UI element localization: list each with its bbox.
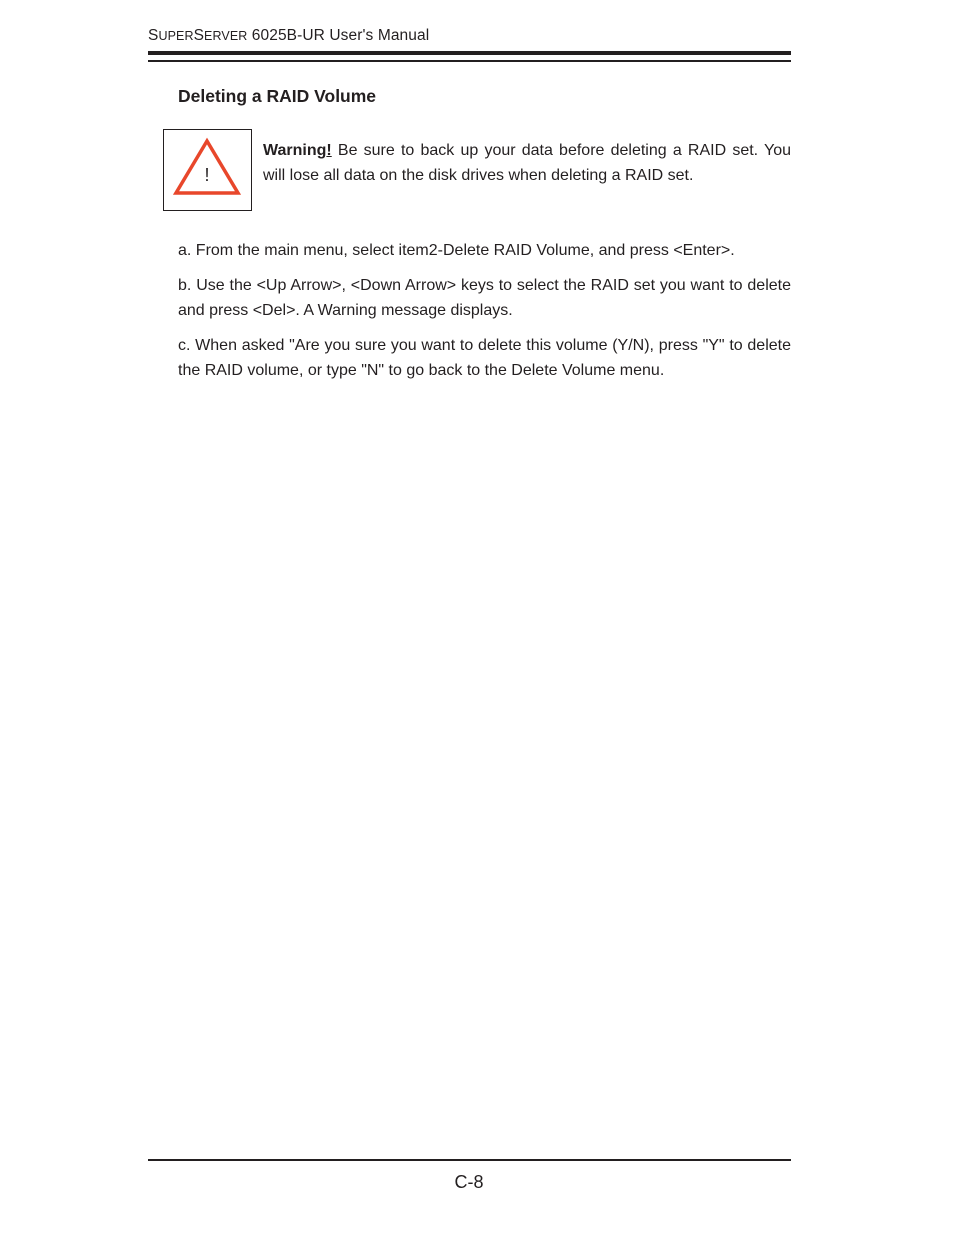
page-number: C-8 <box>454 1172 484 1192</box>
step-b: b. Use the <Up Arrow>, <Down Arrow> keys to select the RAID set you want to delete and press <Del>. A Warning message displays. <box>178 277 791 319</box>
header-rule-thin <box>148 60 791 62</box>
warning-triangle-icon <box>172 137 242 199</box>
warning-label-mark: ! <box>326 142 332 159</box>
header-title-rest: 6025B-UR User's Manual <box>247 27 430 44</box>
header-initial-1: S <box>148 27 159 44</box>
warning-body: Be sure to back up your data before deleting a RAID set. You will lose all data on the disk drives when deleting a RAID set. <box>263 142 791 184</box>
header-rule-thick <box>148 51 791 55</box>
section-heading: Deleting a RAID Volume <box>178 86 377 106</box>
header-initial-2: S <box>193 27 205 44</box>
footer-rule <box>148 1159 791 1161</box>
header-small-caps-1: UPER <box>158 29 194 43</box>
step-a: a. From the main menu, select item2-Delete RAID Volume, and press <Enter>. <box>178 242 735 259</box>
warning-message <box>263 138 791 188</box>
header-small-caps-2: ERVER <box>204 29 248 43</box>
warning-icon-box <box>163 129 252 211</box>
warning-glyph: ! <box>204 165 210 185</box>
procedure-steps <box>178 238 791 393</box>
running-header <box>148 27 429 45</box>
step-c: c. When asked "Are you sure you want to delete this volume (Y/N), press "Y" to delete the RAID volume, or type "N" to go back to the Delete Volume menu. <box>178 337 791 379</box>
warning-label: Warning <box>263 142 327 159</box>
